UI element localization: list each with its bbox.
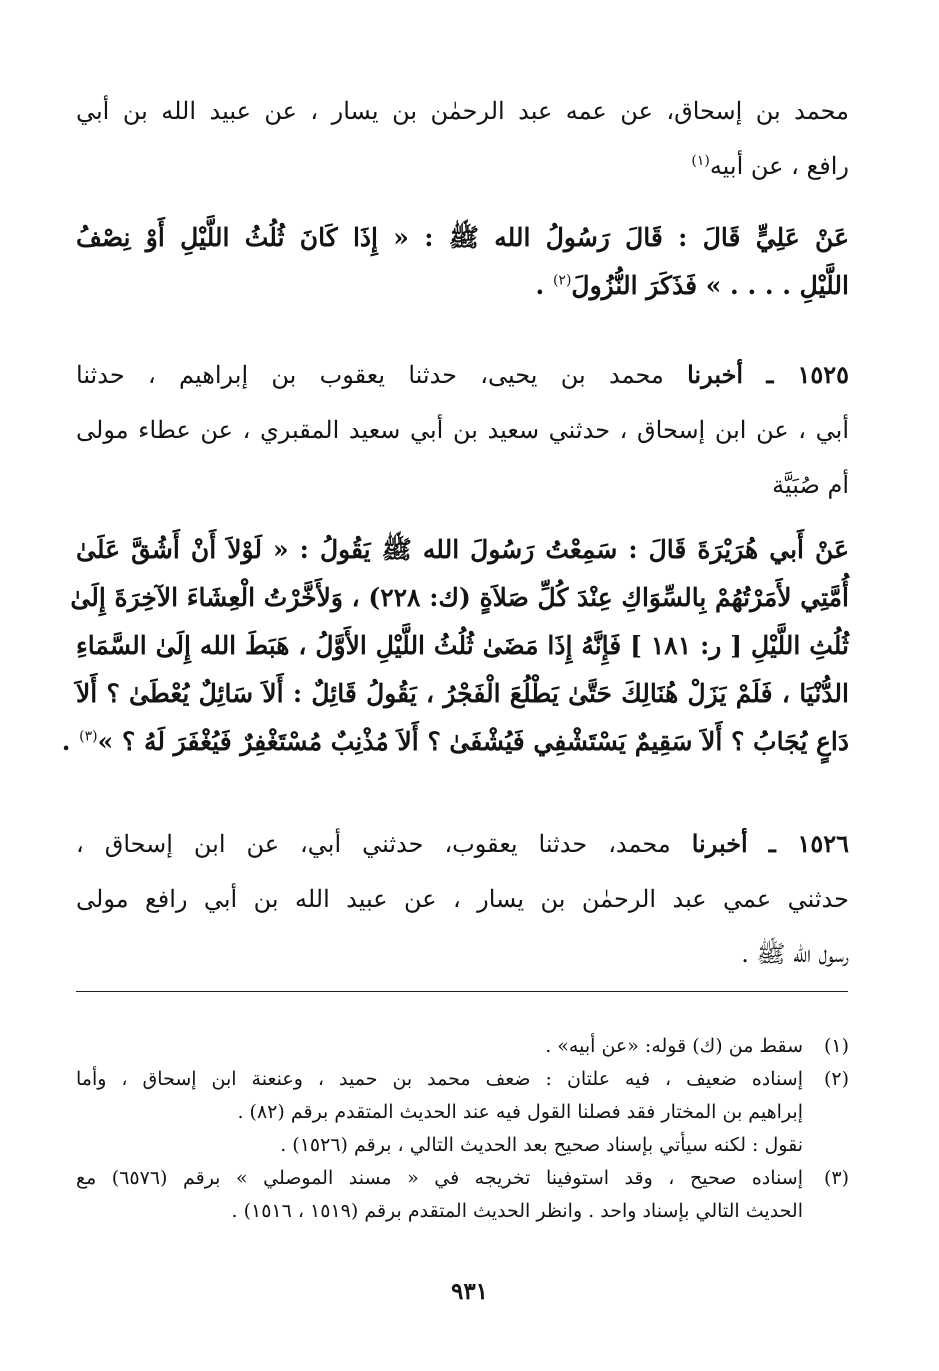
footnote-separator: [76, 991, 848, 992]
footnote-number: (٢): [823, 1068, 849, 1090]
text-line: حدثني عمي عبد الرحمٰن بن يسار ، عن عبيد الله بن أبي رافع مولى: [76, 885, 849, 913]
footnote-body: [76, 1063, 803, 1162]
footnote-body: [76, 1162, 803, 1228]
text-line: عَنْ عَلِيٍّ قَالَ : قَالَ رَسُولُ الله ﷺ : « إِذَا كَانَ ثُلُثُ اللَّيْلِ أَوْ نِصْفُ: [76, 223, 849, 252]
text-line: [61, 718, 849, 766]
entry-number: ١٥٢٦ ـ: [768, 829, 849, 858]
text-line: ثُلُثِ اللَّيْلِ [ ر: ١٨١ ] فَإِنَّهُ إِذَا مَضَىٰ ثُلُثُ اللَّيْلِ الأَوَّلُ ، هَبَطَ الله إِلَىٰ السَّمَاءِ: [76, 631, 849, 660]
page-number: ٩٣١: [450, 1278, 489, 1305]
hadith-text: [61, 526, 849, 766]
text-line: [76, 262, 849, 310]
footnote-ref: (٣): [79, 728, 98, 745]
text-segment: اللَّيْلِ . . . . » فَذَكَرَ النُّزُولَ: [571, 271, 849, 300]
text-line: أبي ، عن ابن إسحاق ، حدثني سعيد بن أبي سعيد المقبري ، عن عطاء مولى: [76, 416, 849, 444]
footnote-line: سقط من (ك) قوله: «عن أبيه» .: [545, 1035, 803, 1057]
text-segment: .: [61, 727, 80, 756]
footnote-line: إسناده ضعيف ، فيه علتان : ضعف محمد بن حميد ، وعنعنة ابن إسحاق ، وأما: [76, 1068, 803, 1090]
text-segment: محمد، حدثنا يعقوب، حدثني أبي، عن ابن إسحاق ،: [76, 830, 692, 858]
footnote-body: [76, 1030, 803, 1063]
text-line: [76, 816, 849, 872]
footnote-ref: (٢): [552, 272, 572, 289]
text-line: [76, 139, 849, 194]
text-line: رسول الله ﷺ .: [741, 940, 849, 968]
entry-lead: أخبرنا: [691, 829, 748, 858]
footnote-1: [76, 1030, 849, 1063]
footnote-line: إسناده صحيح ، وقد استوفينا تخريجه في « مسند الموصلي » برقم (٦٥٧٦) مع: [76, 1167, 803, 1189]
text-line: أم صُبَيَّة: [772, 471, 849, 499]
text-line: [76, 347, 849, 403]
footnote-line: الحديث التالي بإسناد واحد . وانظر الحديث المتقدم برقم (١٥١٩ ، ١٥١٦) .: [231, 1200, 803, 1222]
footnote-line: نقول : لكنه سيأتي بإسناد صحيح بعد الحديث التالي ، برقم (١٥٢٦) .: [280, 1134, 803, 1156]
text-segment: .: [535, 271, 553, 300]
isnad-entry-1525: [76, 347, 849, 513]
text-line: الدُّنْيَا ، فَلَمْ يَزَلْ هُنَالِكَ حَتَّىٰ يَطْلُعَ الْفَجْرُ ، يَقُولُ قَائِلٌ : أَلاَ سَائِلٌ يُعْطَىٰ ؟ أَلاَ: [76, 679, 849, 708]
entry-lead: أخبرنا: [687, 360, 744, 389]
text-line: أُمَّتِي لأَمَرْتُهُمْ بِالسِّوَاكِ عِنْدَ كُلِّ صَلاَةٍ (ك: ٢٢٨) ، وَلأَخَّرْتُ الْعِشَاءَ الآخِرَةَ إِلَىٰ: [70, 583, 849, 612]
footnote-ref: (١): [691, 153, 710, 169]
isnad-continuation: [76, 84, 849, 194]
text-segment: رافع ، عن أبيه: [709, 152, 849, 180]
text-line: عَنْ أَبي هُرَيْرَةَ قَالَ : سَمِعْتُ رَسُولَ الله ﷺ يَقُولُ : « لَوْلاَ أَنْ أَشُقَّ عَلَىٰ: [76, 535, 849, 564]
footnote-2: [76, 1063, 849, 1162]
hadith-text: [76, 214, 849, 310]
isnad-entry-1526: [76, 816, 849, 982]
footnotes: [76, 1030, 849, 1228]
text-line: محمد بن إسحاق، عن عمه عبد الرحمٰن بن يسار ، عن عبيد الله بن أبي: [76, 97, 849, 125]
footnote-number: (٣): [823, 1167, 849, 1189]
footnote-line: إبراهيم بن المختار فقد فصلنا القول فيه عند الحديث المتقدم برقم (٨٢) .: [237, 1101, 803, 1123]
text-segment: دَاعٍ يُجَابُ ؟ أَلاَ سَقِيمٌ يَسْتَشْفِي فَيُشْفَىٰ ؟ أَلاَ مُذْنِبٌ مُسْتَغْفِرٌ فَيُغْفَرَ لَهُ ؟ »: [97, 727, 849, 756]
footnote-number: (١): [823, 1035, 849, 1057]
text-segment: محمد بن يحيى، حدثنا يعقوب بن إبراهيم ، حدثنا: [76, 361, 688, 389]
entry-number: ١٥٢٥ ـ: [766, 360, 849, 389]
footnote-3: [76, 1162, 849, 1228]
